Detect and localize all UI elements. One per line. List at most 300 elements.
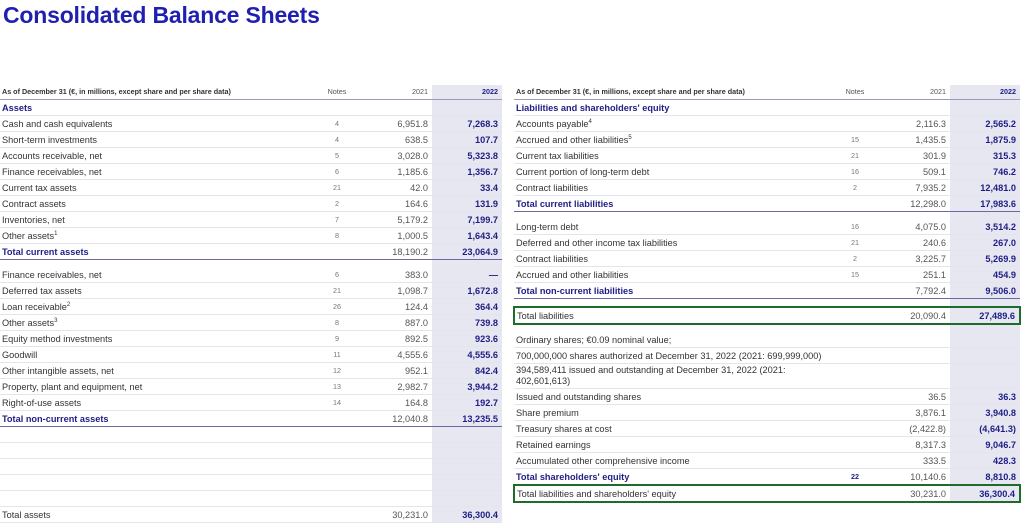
row-liabilities-and-shareholders-equity xyxy=(514,100,1020,116)
row-notes: 14 xyxy=(312,395,362,411)
row-label xyxy=(0,212,312,228)
row-finance-receivables-net xyxy=(0,164,502,180)
value-2021: 240.6 xyxy=(880,235,950,251)
row-notes: 16 xyxy=(830,164,880,180)
row-label-text: Long-term debt xyxy=(516,221,579,232)
value-2021: 7,792.4 xyxy=(880,283,950,299)
value-2021: 333.5 xyxy=(880,453,950,469)
header-label: As of December 31 (€, in millions, except share and per share data) xyxy=(514,85,830,100)
value-2021 xyxy=(880,364,950,389)
row-share-premium xyxy=(514,405,1020,421)
row-label-text: Total liabilities xyxy=(517,310,574,321)
row-accrued-and-other-liabilities xyxy=(514,267,1020,283)
value-2022: 1,672.8 xyxy=(432,283,502,299)
value-2021: 952.1 xyxy=(362,363,432,379)
row-notes xyxy=(830,116,880,132)
row-notes: 12 xyxy=(312,363,362,379)
header-year-2021: 2021 xyxy=(880,85,950,100)
row-total-liabilities xyxy=(514,307,1020,324)
row-notes xyxy=(830,485,880,502)
value-2022: 36.3 xyxy=(950,389,1020,405)
empty-row xyxy=(0,427,502,443)
value-2022: 9,046.7 xyxy=(950,437,1020,453)
page-title: Consolidated Balance Sheets xyxy=(3,2,320,28)
value-2022: 131.9 xyxy=(432,196,502,212)
row-notes: 11 xyxy=(312,347,362,363)
row-label-text: Finance receivables, net xyxy=(2,269,102,280)
empty-cell xyxy=(362,475,432,491)
row-label xyxy=(0,148,312,164)
row-total-non-current-liabilities xyxy=(514,283,1020,299)
row-total-assets xyxy=(0,507,502,523)
row-label-text: Goodwill xyxy=(2,349,38,360)
empty-cell xyxy=(432,443,502,459)
row-label-text: Issued and outstanding shares xyxy=(516,391,642,402)
row-notes xyxy=(312,411,362,427)
row-label xyxy=(0,164,312,180)
row-label xyxy=(514,251,830,267)
row-label xyxy=(0,315,312,331)
row-contract-liabilities xyxy=(514,180,1020,196)
value-2021: (2,422.8) xyxy=(880,421,950,437)
row-notes: 4 xyxy=(312,116,362,132)
value-2021: 892.5 xyxy=(362,331,432,347)
row-label xyxy=(514,437,830,453)
value-2021: 3,225.7 xyxy=(880,251,950,267)
value-2021: 887.0 xyxy=(362,315,432,331)
header-label: As of December 31 (€, in millions, except share and per share data) xyxy=(0,85,312,100)
row-label-text: Contract liabilities xyxy=(516,182,588,193)
value-2021: 42.0 xyxy=(362,180,432,196)
row-label-text: Accrued and other liabilities xyxy=(516,134,629,145)
empty-cell xyxy=(0,260,312,268)
row-other-intangible-assets-net xyxy=(0,363,502,379)
empty-cell xyxy=(432,475,502,491)
value-2022: 27,489.6 xyxy=(950,307,1020,324)
row-label-text: Other assets xyxy=(2,317,55,328)
empty-cell xyxy=(312,459,362,475)
empty-cell xyxy=(830,212,880,220)
value-2021: 18,190.2 xyxy=(362,244,432,260)
footnote-marker: 5 xyxy=(628,134,632,141)
row-label xyxy=(0,411,312,427)
value-2022: 2,565.2 xyxy=(950,116,1020,132)
row-700-000-000-shares-authorized-at-december-31-2022-2021-699-999-000 xyxy=(514,348,1020,364)
empty-cell xyxy=(514,212,830,220)
row-total-current-assets xyxy=(0,244,502,260)
row-label-text: Total assets xyxy=(2,509,51,520)
empty-cell xyxy=(312,260,362,268)
empty-cell xyxy=(0,459,312,475)
row-label-text: Share premium xyxy=(516,407,579,418)
value-2022: 8,810.8 xyxy=(950,469,1020,486)
row-notes xyxy=(830,389,880,405)
row-label xyxy=(514,283,830,299)
empty-cell xyxy=(432,427,502,443)
row-label xyxy=(0,507,312,523)
value-2021 xyxy=(880,332,950,348)
value-2021: 383.0 xyxy=(362,267,432,283)
row-notes: 8 xyxy=(312,228,362,244)
value-2021 xyxy=(880,348,950,364)
row-issued-and-outstanding-shares xyxy=(514,389,1020,405)
row-accrued-and-other-liabilities xyxy=(514,132,1020,148)
value-2022: 428.3 xyxy=(950,453,1020,469)
row-label xyxy=(514,332,830,348)
row-label xyxy=(514,421,830,437)
value-2022: 739.8 xyxy=(432,315,502,331)
row-notes: 8 xyxy=(312,315,362,331)
row-notes: 6 xyxy=(312,164,362,180)
row-label-text: Cash and cash equivalents xyxy=(2,118,113,129)
row-label xyxy=(0,228,312,244)
row-label xyxy=(514,389,830,405)
row-long-term-debt xyxy=(514,219,1020,235)
row-accounts-payable xyxy=(514,116,1020,132)
row-label xyxy=(514,196,830,212)
row-label xyxy=(0,379,312,395)
row-label xyxy=(514,307,830,324)
assets-table xyxy=(0,85,502,523)
row-label xyxy=(514,132,830,148)
header-year-2021: 2021 xyxy=(362,85,432,100)
row-label xyxy=(0,299,312,315)
row-notes: 2 xyxy=(830,251,880,267)
value-2021: 3,028.0 xyxy=(362,148,432,164)
value-2021: 509.1 xyxy=(880,164,950,180)
value-2022: 23,064.9 xyxy=(432,244,502,260)
row-label xyxy=(0,395,312,411)
value-2021: 164.6 xyxy=(362,196,432,212)
value-2022: 315.3 xyxy=(950,148,1020,164)
row-property-plant-and-equipment-net xyxy=(0,379,502,395)
empty-cell xyxy=(0,491,312,507)
row-notes: 21 xyxy=(312,283,362,299)
value-2021: 7,935.2 xyxy=(880,180,950,196)
header-notes: Notes xyxy=(830,85,880,100)
empty-cell xyxy=(950,299,1020,308)
empty-row xyxy=(0,491,502,507)
value-2021: 30,231.0 xyxy=(880,485,950,502)
value-2022: 107.7 xyxy=(432,132,502,148)
row-notes xyxy=(312,507,362,523)
row-contract-assets xyxy=(0,196,502,212)
row-label xyxy=(514,485,830,502)
empty-cell xyxy=(312,491,362,507)
row-notes xyxy=(830,405,880,421)
row-label-text: Contract assets xyxy=(2,198,66,209)
left-table-header xyxy=(0,85,502,100)
row-finance-receivables-net xyxy=(0,267,502,283)
value-2022 xyxy=(432,100,502,116)
row-label-text: Equity method investments xyxy=(2,333,113,344)
row-label-text: Deferred and other income tax liabilities xyxy=(516,237,678,248)
row-label xyxy=(514,364,830,389)
empty-cell xyxy=(880,212,950,220)
row-notes xyxy=(830,453,880,469)
value-2022: 17,983.6 xyxy=(950,196,1020,212)
value-2022: 3,940.8 xyxy=(950,405,1020,421)
value-2022: 746.2 xyxy=(950,164,1020,180)
value-2021: 1,000.5 xyxy=(362,228,432,244)
row-ordinary-shares-0-09-nominal-value xyxy=(514,332,1020,348)
row-label xyxy=(0,331,312,347)
row-other-assets xyxy=(0,315,502,331)
value-2022 xyxy=(950,364,1020,389)
value-2022: 13,235.5 xyxy=(432,411,502,427)
value-2022: 5,269.9 xyxy=(950,251,1020,267)
value-2021: 3,876.1 xyxy=(880,405,950,421)
row-current-tax-assets xyxy=(0,180,502,196)
row-retained-earnings xyxy=(514,437,1020,453)
empty-cell xyxy=(312,443,362,459)
value-2021: 4,555.6 xyxy=(362,347,432,363)
row-notes: 7 xyxy=(312,212,362,228)
row-total-shareholders-equity xyxy=(514,469,1020,486)
row-notes: 21 xyxy=(830,235,880,251)
row-label-text: 394,589,411 issued and outstanding at December 31, 2022 (2021: 402,601,613) xyxy=(516,365,786,386)
value-2021: 10,140.6 xyxy=(880,469,950,486)
row-label-text: Total current liabilities xyxy=(516,198,614,209)
row-label-text: Accounts receivable, net xyxy=(2,150,103,161)
empty-cell xyxy=(880,299,950,308)
spacer-row xyxy=(514,299,1020,308)
empty-cell xyxy=(514,324,830,332)
row-label xyxy=(0,196,312,212)
row-label xyxy=(514,348,830,364)
empty-cell xyxy=(830,299,880,308)
row-label xyxy=(0,116,312,132)
row-label xyxy=(514,267,830,283)
row-notes xyxy=(830,100,880,116)
row-label-text: Inventories, net xyxy=(2,214,65,225)
value-2022 xyxy=(950,348,1020,364)
row-notes: 2 xyxy=(830,180,880,196)
row-notes xyxy=(830,196,880,212)
empty-cell xyxy=(312,427,362,443)
value-2021: 30,231.0 xyxy=(362,507,432,523)
value-2021: 20,090.4 xyxy=(880,307,950,324)
row-notes: 15 xyxy=(830,132,880,148)
value-2022: 7,268.3 xyxy=(432,116,502,132)
empty-cell xyxy=(362,427,432,443)
row-notes: 21 xyxy=(830,148,880,164)
value-2022: 36,300.4 xyxy=(432,507,502,523)
value-2022: — xyxy=(432,267,502,283)
value-2022: 192.7 xyxy=(432,395,502,411)
row-treasury-shares-at-cost xyxy=(514,421,1020,437)
row-notes xyxy=(830,307,880,324)
empty-cell xyxy=(950,212,1020,220)
row-label xyxy=(514,453,830,469)
value-2022: 267.0 xyxy=(950,235,1020,251)
row-label-text: Short-term investments xyxy=(2,134,97,145)
row-label xyxy=(514,148,830,164)
value-2022: 1,875.9 xyxy=(950,132,1020,148)
row-notes: 13 xyxy=(312,379,362,395)
row-label xyxy=(514,405,830,421)
row-label-text: Other assets xyxy=(2,230,55,241)
value-2022: 5,323.8 xyxy=(432,148,502,164)
empty-cell xyxy=(432,459,502,475)
row-total-non-current-assets xyxy=(0,411,502,427)
value-2021: 301.9 xyxy=(880,148,950,164)
empty-cell xyxy=(0,427,312,443)
header-notes: Notes xyxy=(312,85,362,100)
value-2021: 6,951.8 xyxy=(362,116,432,132)
footnote-marker: 4 xyxy=(588,118,592,125)
row-notes: 4 xyxy=(312,132,362,148)
row-notes: 5 xyxy=(312,148,362,164)
row-label xyxy=(0,283,312,299)
empty-row xyxy=(0,459,502,475)
empty-cell xyxy=(0,443,312,459)
row-label-text: Current portion of long-term debt xyxy=(516,166,650,177)
row-label xyxy=(0,244,312,260)
row-label-text: Total current assets xyxy=(2,246,89,257)
row-total-liabilities-and-shareholders-equity xyxy=(514,485,1020,502)
row-notes xyxy=(830,437,880,453)
row-label-text: Other intangible assets, net xyxy=(2,365,114,376)
empty-cell xyxy=(0,475,312,491)
row-label xyxy=(514,180,830,196)
empty-cell xyxy=(362,491,432,507)
row-notes: 2 xyxy=(312,196,362,212)
row-label-text: Accumulated other comprehensive income xyxy=(516,455,690,466)
row-label-text: Total liabilities and shareholders' equity xyxy=(517,488,677,499)
row-label-text: Liabilities and shareholders' equity xyxy=(516,102,670,113)
empty-cell xyxy=(312,475,362,491)
row-label xyxy=(0,363,312,379)
row-label xyxy=(0,132,312,148)
row-notes: 6 xyxy=(312,267,362,283)
row-label xyxy=(514,116,830,132)
value-2022: 3,514.2 xyxy=(950,219,1020,235)
row-current-portion-of-long-term-debt xyxy=(514,164,1020,180)
row-notes xyxy=(830,364,880,389)
value-2021: 4,075.0 xyxy=(880,219,950,235)
value-2021: 36.5 xyxy=(880,389,950,405)
value-2022: 454.9 xyxy=(950,267,1020,283)
row-notes xyxy=(312,244,362,260)
row-label xyxy=(514,235,830,251)
row-notes xyxy=(830,332,880,348)
row-394-589-411-issued-and-outstanding-at-december-31-2022-2021-402-601-613 xyxy=(514,364,1020,389)
row-label-text: Assets xyxy=(2,102,33,113)
row-label xyxy=(514,100,830,116)
row-label-text: 700,000,000 shares authorized at December 31, 2022 (2021: 699,999,000) xyxy=(516,350,822,361)
spacer-row xyxy=(0,260,502,268)
row-other-assets xyxy=(0,228,502,244)
row-notes xyxy=(312,100,362,116)
row-accounts-receivable-net xyxy=(0,148,502,164)
empty-cell xyxy=(362,260,432,268)
row-inventories-net xyxy=(0,212,502,228)
row-label xyxy=(0,267,312,283)
value-2021: 2,116.3 xyxy=(880,116,950,132)
footnote-marker: 3 xyxy=(54,317,58,324)
row-deferred-and-other-income-tax-liabilities xyxy=(514,235,1020,251)
row-label xyxy=(514,164,830,180)
value-2021: 251.1 xyxy=(880,267,950,283)
row-notes xyxy=(830,421,880,437)
value-2021: 1,098.7 xyxy=(362,283,432,299)
row-deferred-tax-assets xyxy=(0,283,502,299)
empty-row xyxy=(0,443,502,459)
value-2021: 1,435.5 xyxy=(880,132,950,148)
row-notes: 26 xyxy=(312,299,362,315)
row-assets xyxy=(0,100,502,116)
value-2022 xyxy=(950,100,1020,116)
row-notes: 9 xyxy=(312,331,362,347)
value-2022: 7,199.7 xyxy=(432,212,502,228)
value-2021: 5,179.2 xyxy=(362,212,432,228)
value-2022: 36,300.4 xyxy=(950,485,1020,502)
row-notes xyxy=(830,348,880,364)
header-year-2022: 2022 xyxy=(432,85,502,100)
row-notes xyxy=(830,283,880,299)
row-label-text: Property, plant and equipment, net xyxy=(2,381,143,392)
row-label-text: Contract liabilities xyxy=(516,253,588,264)
value-2022: 3,944.2 xyxy=(432,379,502,395)
value-2021 xyxy=(880,100,950,116)
row-label xyxy=(0,180,312,196)
value-2022: (4,641.3) xyxy=(950,421,1020,437)
row-label xyxy=(514,219,830,235)
empty-cell xyxy=(950,324,1020,332)
right-table-header xyxy=(514,85,1020,100)
empty-cell xyxy=(514,299,830,308)
empty-row xyxy=(0,475,502,491)
empty-cell xyxy=(362,443,432,459)
value-2022: 1,643.4 xyxy=(432,228,502,244)
row-label-text: Total non-current liabilities xyxy=(516,285,634,296)
row-total-current-liabilities xyxy=(514,196,1020,212)
row-label-text: Treasury shares at cost xyxy=(516,423,612,434)
value-2021: 8,317.3 xyxy=(880,437,950,453)
row-short-term-investments xyxy=(0,132,502,148)
value-2022: 4,555.6 xyxy=(432,347,502,363)
row-label-text: Retained earnings xyxy=(516,439,591,450)
spacer-row xyxy=(514,324,1020,332)
value-2022: 12,481.0 xyxy=(950,180,1020,196)
row-cash-and-cash-equivalents xyxy=(0,116,502,132)
empty-cell xyxy=(880,324,950,332)
value-2021: 12,298.0 xyxy=(880,196,950,212)
value-2022: 9,506.0 xyxy=(950,283,1020,299)
row-label xyxy=(0,347,312,363)
value-2021: 1,185.6 xyxy=(362,164,432,180)
row-label-text: Accrued and other liabilities xyxy=(516,269,629,280)
row-notes: 15 xyxy=(830,267,880,283)
row-notes: 21 xyxy=(312,180,362,196)
empty-cell xyxy=(830,324,880,332)
empty-cell xyxy=(432,260,502,268)
row-notes: 22 xyxy=(830,469,880,486)
value-2022: 33.4 xyxy=(432,180,502,196)
value-2022: 364.4 xyxy=(432,299,502,315)
value-2021: 638.5 xyxy=(362,132,432,148)
value-2021: 164.8 xyxy=(362,395,432,411)
footnote-marker: 2 xyxy=(66,301,71,308)
footnote-marker: 1 xyxy=(54,230,58,237)
row-label xyxy=(514,469,830,486)
row-label-text: Current tax assets xyxy=(2,182,77,193)
row-label-text: Current tax liabilities xyxy=(516,150,599,161)
value-2021 xyxy=(362,100,432,116)
row-right-of-use-assets xyxy=(0,395,502,411)
row-label-text: Loan receivable xyxy=(2,301,67,312)
